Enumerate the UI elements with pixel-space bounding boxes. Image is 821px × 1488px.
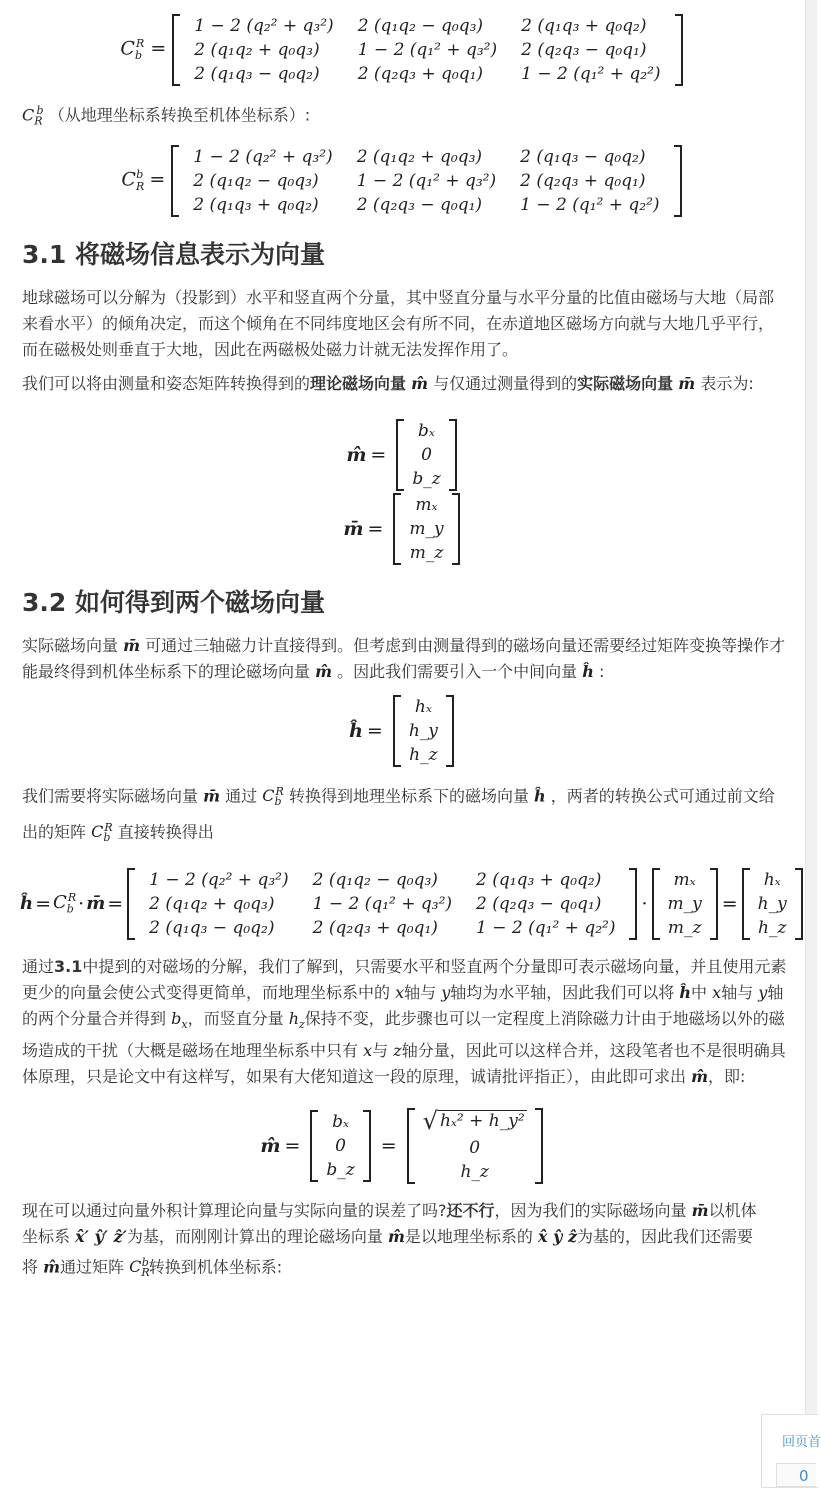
matrix-cell: 1 − 2 (q₁² + q₃²) [312, 893, 453, 914]
cRb-caption: $C_R^b$ （从地理坐标系转换至机体坐标系）: [22, 104, 311, 128]
m-hat-vector [396, 419, 456, 491]
section-title-3-2: 3.2 如何得到两个磁场向量 [22, 587, 325, 617]
matrix-cell: 2 (q₁q₂ + q₀q₃) [149, 893, 275, 914]
equation-m-hat-final: m̂ = bₓ 0 b_z = √ hₓ² + h_y² 0 h_z [22, 1108, 787, 1184]
matrix-row [182, 14, 672, 38]
matrix-cell: m_y [409, 518, 444, 539]
matrix-cell: 2 (q₂q₃ − q₀q₁) [521, 40, 647, 60]
matrix-cell: 1 − 2 (q₁² + q₂²) [476, 917, 616, 938]
equation-h-transform: ĥ = $C_b^R$ · m̄ = 1 − 2 (q₂² + q₃²) 2 (q₁q₂ − q₀q₃) 2 (q₁q₃ + q₀q₂) 2 (q₁q₂ + q₀q₃) 1 − 2 (q₁² + q₃²) 2 (q₂q₃ − q₀q₁) 2 (q₁q₃ − q₀q₂) 2 (q₂q₃ + q₀q₁) 1 − 2 (q₁² + q₂²) · mₓ m_y m_z = hₓ h_y h_z [20, 868, 787, 940]
matrix-cell: b_z [326, 1159, 355, 1180]
page-scrollbar[interactable] [805, 0, 817, 1486]
matrix-cell: 2 (q₁q₂ − q₀q₃) [357, 16, 484, 36]
matrix-row [403, 719, 444, 743]
matrix-row [406, 419, 446, 443]
matrix-cell: 1 − 2 (q₂² + q₃²) [149, 869, 289, 890]
matrix-cell: 1 − 2 (q₂² + q₃²) [194, 16, 334, 36]
equation-m-hat: m̂ = bₓ 0 b_z [22, 419, 787, 491]
matrix-cell: hₓ [414, 696, 432, 717]
matrix-cell: h_z [409, 744, 438, 765]
matrix-cell: 2 (q₁q₃ − q₀q₂) [149, 917, 275, 938]
matrix-row [320, 1134, 360, 1158]
crb-lhs: $C_R^b$ = [121, 167, 166, 194]
matrix-cell: mₓ [673, 869, 696, 890]
section2-paragraph-2: 我们需要将实际磁场向量 m̄ 通过 $C_b^R$ 转换得到地理坐标系下的磁场向量 ĥ ，两者的转换公式可通过前文给出的矩阵 $C_b^R$ 直接转换得出 [22, 784, 775, 845]
matrix-row [181, 145, 671, 169]
matrix-cell: 2 (q₂q₃ + q₀q₁) [520, 170, 646, 191]
matrix-row [403, 695, 444, 719]
matrix-cell: 2 (q₁q₂ + q₀q₃) [194, 40, 320, 60]
matrix-cell: 2 (q₁q₃ + q₀q₂) [193, 194, 319, 215]
matrix-row [403, 493, 449, 517]
back-to-top-widget[interactable] [761, 1414, 821, 1488]
matrix-row [662, 868, 708, 892]
transform-m-bar-vector [652, 868, 718, 940]
matrix-row [662, 916, 708, 940]
matrix-cell: 2 (q₁q₂ − q₀q₃) [193, 170, 319, 191]
matrix-cell: 2 (q₁q₂ + q₀q₃) [356, 146, 483, 167]
matrix-cell: 2 (q₂q₃ + q₀q₁) [357, 64, 484, 84]
matrix-cell: m_y [667, 893, 702, 914]
matrix-cell: 2 (q₂q₃ + q₀q₁) [312, 917, 438, 938]
matrix-cell: m_z [667, 917, 702, 938]
matrix-cell: 1 − 2 (q₁² + q₂²) [520, 194, 660, 215]
matrix-row [403, 743, 444, 767]
article-body [22, 0, 787, 1286]
matrix-cell: bₓ [332, 1111, 349, 1132]
matrix-row [752, 892, 793, 916]
matrix-cell: 2 (q₁q₃ − q₀q₂) [520, 146, 646, 167]
matrix-cell: 2 (q₁q₂ − q₀q₃) [312, 869, 438, 890]
matrix-cell: 0 [335, 1135, 346, 1156]
m-hat-final-vector [310, 1110, 370, 1182]
equation-h-hat: ĥ = hₓ h_y h_z [22, 695, 787, 767]
m-hat-sqrt-vector: √ hₓ² + h_y² 0 h_z [407, 1108, 543, 1184]
matrix-row [406, 467, 446, 491]
section1-paragraph-1: 地球磁场可以分解为（投影到）水平和竖直两个分量，其中竖直分量与水平分量的比值由磁场与大地（局部来看水平）的倾角决定，而这个倾角在不同纬度地区会有所不同，在赤道地区磁场方向就与大地几乎平行，而在磁极处则垂直于大地，因此在两磁极处磁力计就无法发挥作用了。 [22, 287, 775, 359]
matrix-cell: h_y [408, 720, 438, 741]
cbr-matrix [172, 14, 682, 86]
matrix-cell: 2 (q₁q₃ + q₀q₂) [476, 869, 602, 890]
matrix-cell: 0 [421, 444, 432, 465]
matrix-cell: hₓ [763, 869, 781, 890]
transform-matrix [127, 868, 637, 940]
matrix-row [320, 1110, 360, 1134]
cbr-lhs: $C_b^R$ = [120, 37, 167, 63]
matrix-row [320, 1158, 360, 1182]
matrix-row [181, 169, 671, 193]
matrix-row [403, 541, 449, 565]
matrix-cell: h_z [758, 917, 787, 938]
equation-cbr [22, 14, 787, 86]
matrix-row [182, 62, 672, 86]
h-hat-vector [393, 695, 454, 767]
matrix-row [137, 868, 627, 892]
matrix-row [752, 916, 793, 940]
matrix-row [752, 868, 793, 892]
section-title-3-1: 3.1 将磁场信息表示为向量 [22, 239, 325, 269]
matrix-cell: bₓ [418, 420, 435, 441]
section2-paragraph-4: 现在可以通过向量外积计算理论向量与实际向量的误差了吗?还不行，因为我们的实际磁场向量 m̄以机体坐标系 x̂′ ŷ′ ẑ′为基，而刚刚计算出的理论磁场向量 m̂是以地理坐标系的 x̂ ŷ ẑ为基的，因此我们还需要将 m̂通过矩阵 $C_R^b$转换到机体坐标系: [22, 1200, 757, 1280]
matrix-row [182, 38, 672, 62]
matrix-cell: m_z [409, 542, 444, 563]
matrix-row [662, 892, 708, 916]
section2-paragraph-1: 实际磁场向量 m̄ 可通过三轴磁力计直接得到。但考虑到由测量得到的磁场向量还需要经过矩阵变换等操作才能最终得到机体坐标系下的理论磁场向量 m̂ 。因此我们需要引入一个中间向量 ĥ : [22, 635, 786, 681]
section2-paragraph-3: 通过3.1中提到的对磁场的分解，我们了解到，只需要水平和竖直两个分量即可表示磁场向量，并且使用元素更少的向量会使公式变得更简单，而地理坐标系中的 x轴与 y轴均为水平轴，因此我们可以将 ĥ中 x轴与 y轴的两个分量合并得到 $b_x$，而竖直分量 $h_z$保持不变，此步骤也可以一定程度上消除磁力计由于地磁场以外的磁场造成的干扰（大概是磁场在地理坐标系中只有 x与 z轴分量，因此可以这样合并，这段笔者也不是很明确具体原理，只是论文中有这样写，如果有大佬知道这一段的原理，诚请批评指正），由此即可求出 m̂，即: [22, 956, 787, 1086]
crb-matrix [171, 145, 681, 217]
matrix-row [403, 517, 449, 541]
matrix-row [406, 443, 446, 467]
matrix-row [181, 193, 671, 217]
equation-crb [22, 145, 787, 217]
matrix-cell: 1 − 2 (q₂² + q₃²) [193, 146, 333, 167]
matrix-cell: h_y [757, 893, 787, 914]
matrix-cell: 1 − 2 (q₁² + q₂²) [521, 64, 661, 84]
matrix-cell: 1 − 2 (q₁² + q₃²) [357, 40, 498, 60]
m-bar-vector [393, 493, 459, 565]
comment-count[interactable]: 0 [776, 1463, 816, 1487]
equation-m-bar: m̄ = mₓ m_y m_z [22, 493, 787, 565]
matrix-cell: mₓ [415, 494, 438, 515]
matrix-cell: 1 − 2 (q₁² + q₃²) [356, 170, 497, 191]
matrix-cell: 2 (q₁q₃ + q₀q₂) [521, 16, 647, 36]
transform-h-vector [742, 868, 803, 940]
matrix-row [137, 916, 627, 940]
matrix-cell: 2 (q₂q₃ − q₀q₁) [356, 194, 483, 215]
matrix-cell: 2 (q₂q₃ − q₀q₁) [476, 893, 602, 914]
matrix-cell: b_z [412, 468, 441, 489]
matrix-cell: 2 (q₁q₃ − q₀q₂) [194, 64, 320, 84]
back-to-top-link[interactable]: 回页首 [782, 1435, 821, 1450]
matrix-row [137, 892, 627, 916]
section1-paragraph-2: 我们可以将由测量和姿态矩阵转换得到的理论磁场向量 m̂ 与仅通过测量得到的实际磁场向量 m̄ 表示为: [22, 373, 754, 393]
